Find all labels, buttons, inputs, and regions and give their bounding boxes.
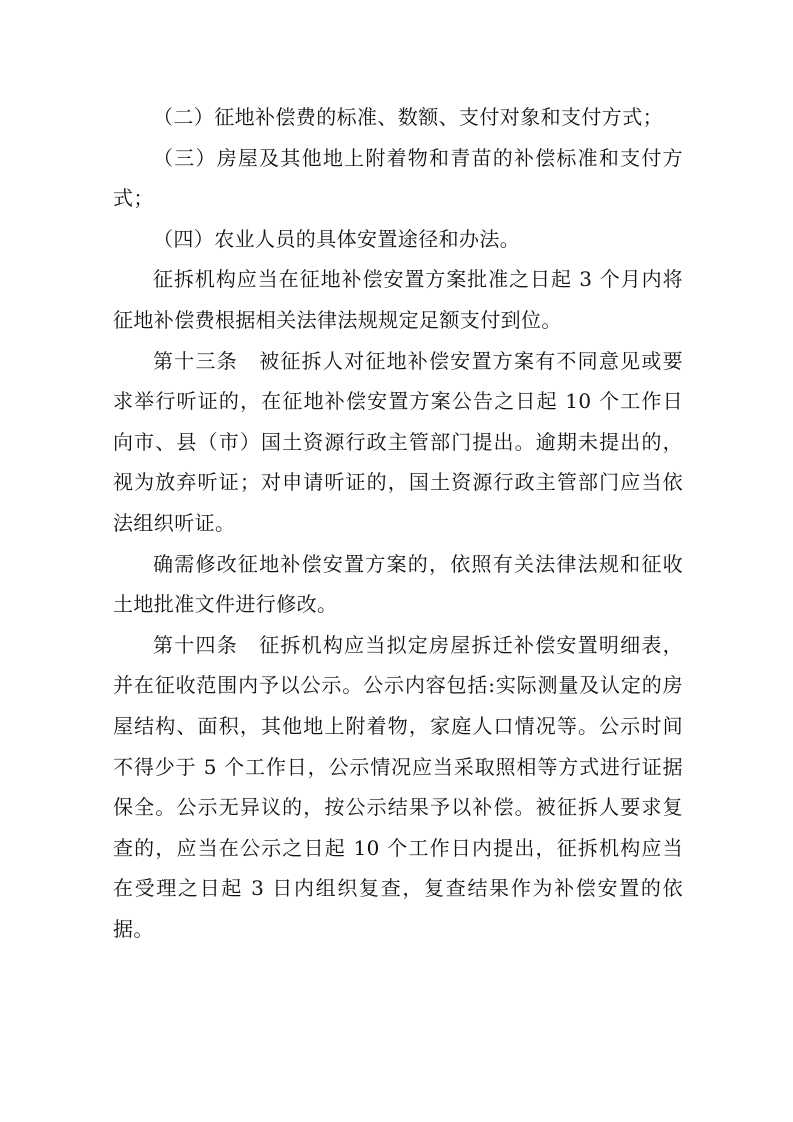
article-14: 第十四条 征拆机构应当拟定房屋拆迁补偿安置明细表，并在征收范围内予以公示。公示内容包括:实际测量及认定的房屋结构、面积，其他地上附着物，家庭人口情况等。公示时间不得少于 5 个工作日，公示情况应当采取照相等方式进行证据保全。公示无异议的，按公示结果予以补偿。被征拆人要求复查的，应当在公示之日起 10 个工作日内提出，征拆机构应当在受理之日起 3 日内组织复查，复查结果作为补偿安置的依据。: [113, 632, 683, 941]
paragraph-plan-revision: 确需修改征地补偿安置方案的，依照有关法律法规和征收土地批准文件进行修改。: [113, 551, 683, 617]
article-13: 第十三条 被征拆人对征地补偿安置方案有不同意见或要求举行听证的，在征地补偿安置方案公告之日起 10 个工作日向市、县（市）国土资源行政主管部门提出。逾期未提出的，视为放弃听证；对申请听证的，国土资源行政主管部门应当依法组织听证。: [113, 348, 683, 535]
paragraph-payment-deadline: 征拆机构应当在征地补偿安置方案批准之日起 3 个月内将征地补偿费根据相关法律法规规定足额支付到位。: [113, 267, 683, 332]
paragraph-item-2: （二）征地补偿费的标准、数额、支付对象和支付方式；: [153, 105, 663, 129]
paragraph-item-3: （三）房屋及其他地上附着物和青苗的补偿标准和支付方式；: [113, 145, 683, 211]
paragraph-item-4: （四）农业人员的具体安置途径和办法。: [153, 226, 521, 251]
body-text: [113, 97, 683, 949]
